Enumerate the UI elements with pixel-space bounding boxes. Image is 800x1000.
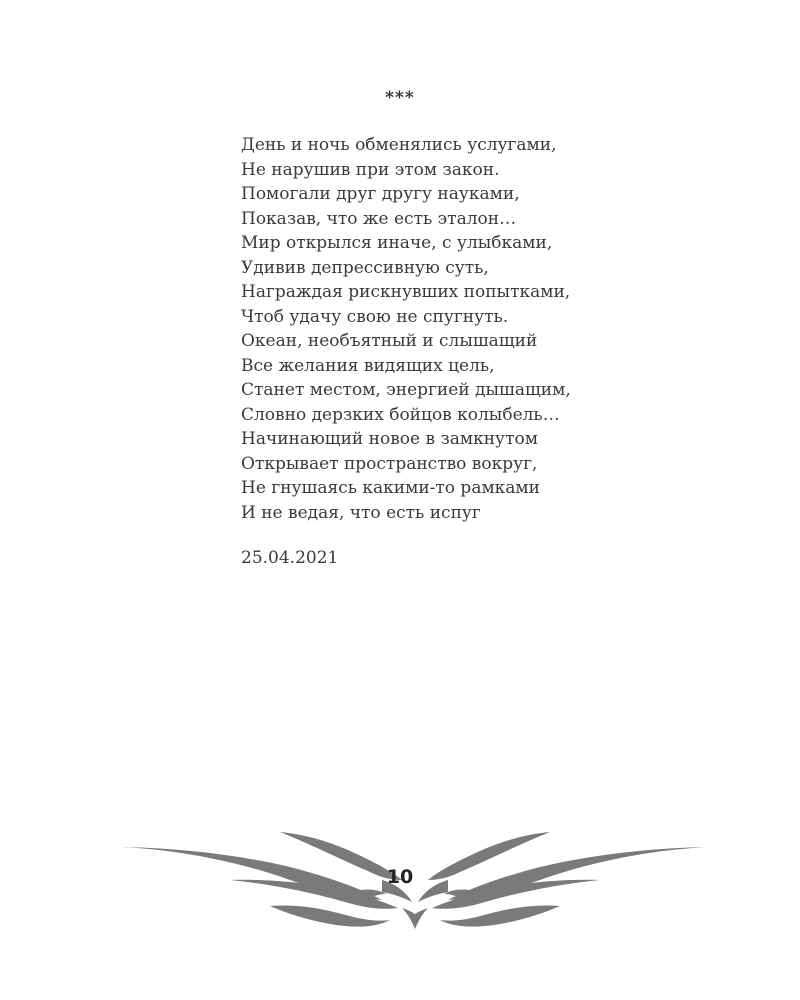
poem-line: Показав, что же есть эталон…: [241, 208, 517, 229]
poem-line: Помогали друг другу науками,: [241, 184, 520, 204]
poem-line: Начинающий новое в замкнутом: [241, 429, 538, 449]
poem-line: Океан, необъятный и слышащий: [241, 331, 538, 351]
poem-line: Открывает пространство вокруг,: [241, 453, 538, 474]
section-separator: ***: [385, 88, 415, 108]
poem-line: Все желания видящих цель,: [241, 355, 495, 376]
poem-body: [241, 133, 721, 525]
poem-line: Мир открылся иначе, с улыбками,: [241, 233, 553, 253]
poem-line: Станет местом, энергией дышащим,: [241, 380, 571, 400]
poem-line: День и ночь обменялись услугами,: [241, 135, 557, 155]
page-number: 10: [386, 866, 414, 888]
poem-line: Не нарушив при этом закон.: [241, 159, 500, 180]
poem-line: Словно дерзких бойцов колыбель…: [241, 404, 560, 425]
poem-line: Удивив депрессивную суть,: [241, 257, 489, 278]
poem-line: Чтоб удачу свою не спугнуть.: [241, 306, 509, 327]
poem-line: Награждая рискнувших попытками,: [241, 282, 571, 302]
poem-line: Не гнушаясь какими-то рамками: [241, 478, 540, 498]
poem-date: 25.04.2021: [241, 548, 339, 568]
poem-line: И не ведая, что есть испуг: [241, 502, 481, 523]
